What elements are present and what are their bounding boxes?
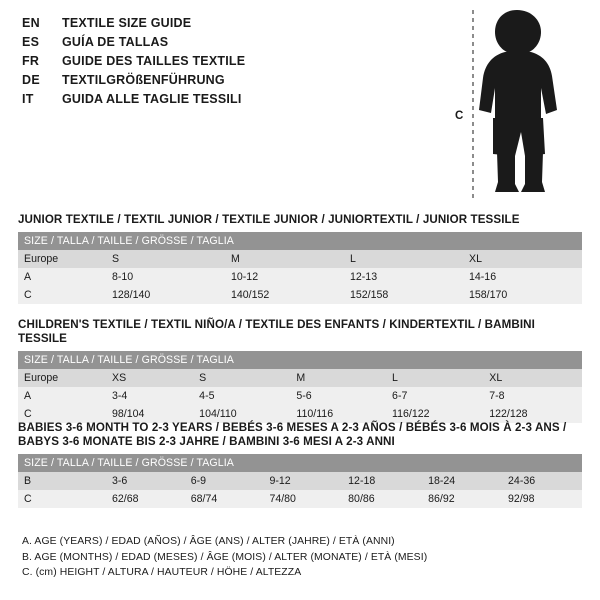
section-childrens-textile (18, 318, 582, 423)
table-row (18, 369, 582, 387)
cell: 7-8 (483, 387, 582, 405)
cell: 68/74 (185, 490, 264, 508)
language-title: TEXTILGRÖßENFÜHRUNG (62, 73, 225, 87)
language-row (22, 52, 442, 71)
cell: 14-16 (463, 268, 582, 286)
child-silhouette-icon (445, 6, 590, 201)
language-row (22, 33, 442, 52)
cell: XL (483, 369, 582, 387)
language-title: GUÍA DE TALLAS (62, 35, 169, 49)
table-row (18, 286, 582, 304)
language-row (22, 90, 442, 109)
cell: S (106, 250, 225, 268)
child-silhouette-figure (445, 6, 590, 201)
cell: 3-6 (106, 472, 185, 490)
table-head-label: SIZE / TALLA / TAILLE / GRÖSSE / TAGLIA (18, 454, 582, 472)
row-label: C (18, 286, 106, 304)
language-code: ES (22, 35, 40, 49)
cell: 80/86 (342, 490, 422, 508)
language-code: DE (22, 73, 40, 87)
legend-line-c: C. (cm) HEIGHT / ALTURA / HAUTEUR / HÖHE / ALTEZZA (22, 567, 302, 578)
language-row (22, 71, 442, 90)
cell: M (225, 250, 344, 268)
cell: L (344, 250, 463, 268)
babies-size-table (18, 454, 582, 508)
cell: 10-12 (225, 268, 344, 286)
cell: 116/122 (386, 405, 483, 423)
cell: 128/140 (106, 286, 225, 304)
language-title: TEXTILE SIZE GUIDE (62, 16, 192, 30)
cell: 4-5 (193, 387, 290, 405)
table-row (18, 490, 582, 508)
row-label: A (18, 387, 106, 405)
table-head-label: SIZE / TALLA / TAILLE / GRÖSSE / TAGLIA (18, 232, 582, 250)
row-label: C (18, 490, 106, 508)
section-title: CHILDREN'S TEXTILE / TEXTIL NIÑO/A / TEXTILE DES ENFANTS / KINDERTEXTIL / BAMBINI TESSILE (18, 318, 535, 345)
measure-label-c: C (455, 110, 464, 122)
language-title: GUIDE DES TAILLES TEXTILE (62, 54, 246, 68)
table-head-row (18, 232, 582, 250)
cell: 24-36 (502, 472, 582, 490)
cell: 12-13 (344, 268, 463, 286)
junior-size-table (18, 232, 582, 304)
language-code: EN (22, 16, 40, 30)
cell: 12-18 (342, 472, 422, 490)
row-label: A (18, 268, 106, 286)
section-title: JUNIOR TEXTILE / TEXTIL JUNIOR / TEXTILE JUNIOR / JUNIORTEXTIL / JUNIOR TESSILE (18, 213, 520, 226)
cell: 8-10 (106, 268, 225, 286)
section-babies-textile (18, 421, 582, 508)
legend-line-a: A. AGE (YEARS) / EDAD (AÑOS) / ÂGE (ANS) / ALTER (JAHRE) / ETÀ (ANNI) (22, 536, 395, 547)
cell: 104/110 (193, 405, 290, 423)
table-row (18, 268, 582, 286)
legend-footer (22, 534, 582, 581)
cell: L (386, 369, 483, 387)
language-code: IT (22, 92, 34, 106)
row-label: Europe (18, 369, 106, 387)
cell: 158/170 (463, 286, 582, 304)
cell: 152/158 (344, 286, 463, 304)
section-junior-textile (18, 213, 582, 304)
cell: 6-9 (185, 472, 264, 490)
row-label: Europe (18, 250, 106, 268)
cell: 6-7 (386, 387, 483, 405)
cell: 18-24 (422, 472, 502, 490)
language-code: FR (22, 54, 40, 68)
cell: S (193, 369, 290, 387)
legend-line-b: B. AGE (MONTHS) / EDAD (MESES) / ÂGE (MOIS) / ALTER (MONATE) / ETÀ (MESI) (22, 551, 428, 563)
cell: 140/152 (225, 286, 344, 304)
cell: XL (463, 250, 582, 268)
cell: 9-12 (263, 472, 342, 490)
section-title: BABIES 3-6 MONTH TO 2-3 YEARS / BEBÉS 3-6 MESES A 2-3 AÑOS / BÉBÉS 3-6 MOIS À 2-3 ANS / BABYS 3-6 MONATE BIS 2-3 JAHRE / BAMBINI 3-6 MESI A 2-3 ANNI (18, 421, 567, 448)
table-row (18, 387, 582, 405)
cell: M (290, 369, 386, 387)
cell: 110/116 (290, 405, 386, 423)
language-row (22, 14, 442, 33)
cell: 74/80 (263, 490, 342, 508)
cell: 98/104 (106, 405, 193, 423)
table-row (18, 472, 582, 490)
language-title: GUIDA ALLE TAGLIE TESSILI (62, 92, 242, 106)
cell: 92/98 (502, 490, 582, 508)
cell: 122/128 (483, 405, 582, 423)
cell: 62/68 (106, 490, 185, 508)
row-label: C (18, 405, 106, 423)
table-head-row (18, 454, 582, 472)
childrens-size-table (18, 351, 582, 423)
row-label: B (18, 472, 106, 490)
language-header (22, 14, 442, 109)
cell: 3-4 (106, 387, 193, 405)
cell: 5-6 (290, 387, 386, 405)
table-head-label: SIZE / TALLA / TAILLE / GRÖSSE / TAGLIA (18, 351, 582, 369)
table-head-row (18, 351, 582, 369)
cell: XS (106, 369, 193, 387)
table-row (18, 250, 582, 268)
cell: 86/92 (422, 490, 502, 508)
